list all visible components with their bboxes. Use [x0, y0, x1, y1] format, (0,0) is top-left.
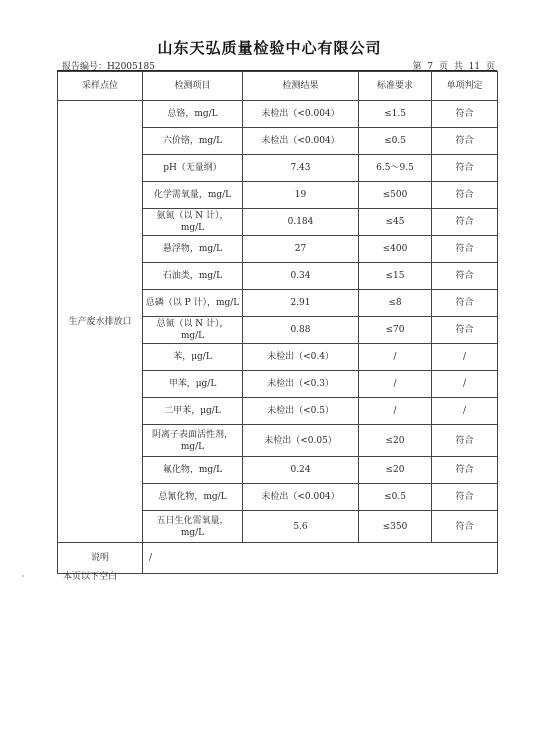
- blank-below-note: 本页以下空白: [63, 572, 118, 582]
- page-indicator: 第 7 页 共 11 页: [412, 62, 495, 72]
- standard-requirement: ≤0.5: [359, 484, 432, 511]
- test-result: 未检出（<0.004）: [243, 128, 359, 155]
- test-item: 二甲苯，μg/L: [143, 398, 243, 425]
- test-item: pH（无量纲）: [143, 155, 243, 182]
- test-item: 甲苯，μg/L: [143, 371, 243, 398]
- column-header: 采样点位: [58, 72, 143, 101]
- test-result: 未检出（<0.004）: [243, 484, 359, 511]
- test-item: 总铬，mg/L: [143, 101, 243, 128]
- column-header: 检测结果: [243, 72, 359, 101]
- test-item: 化学需氧量，mg/L: [143, 182, 243, 209]
- item-verdict: 符合: [432, 236, 498, 263]
- item-verdict: /: [432, 398, 498, 425]
- company-title: 山东天弘质量检验中心有限公司: [157, 39, 382, 57]
- column-header: 标准要求: [359, 72, 432, 101]
- item-verdict: /: [432, 371, 498, 398]
- test-result: 0.24: [243, 457, 359, 484]
- test-result: 未检出（<0.3）: [243, 371, 359, 398]
- test-results-table: [57, 71, 498, 574]
- standard-requirement: /: [359, 398, 432, 425]
- test-result: 27: [243, 236, 359, 263]
- item-verdict: 符合: [432, 182, 498, 209]
- item-verdict: 符合: [432, 155, 498, 182]
- test-result: 0.34: [243, 263, 359, 290]
- test-item: 五日生化需氧量，mg/L: [143, 511, 243, 543]
- standard-requirement: ≤8: [359, 290, 432, 317]
- note-label: 说明: [58, 543, 143, 574]
- item-verdict: 符合: [432, 511, 498, 543]
- standard-requirement: ≤70: [359, 317, 432, 344]
- standard-requirement: ≤20: [359, 457, 432, 484]
- test-result: 未检出（<0.5）: [243, 398, 359, 425]
- standard-requirement: /: [359, 371, 432, 398]
- standard-requirement: ≤15: [359, 263, 432, 290]
- item-verdict: 符合: [432, 263, 498, 290]
- test-item: 总氰化物，mg/L: [143, 484, 243, 511]
- test-result: 7.43: [243, 155, 359, 182]
- test-result: 19: [243, 182, 359, 209]
- test-result: 0.184: [243, 209, 359, 236]
- standard-requirement: 6.5～9.5: [359, 155, 432, 182]
- table-row: [58, 101, 498, 128]
- scan-speck: [22, 575, 24, 577]
- standard-requirement: ≤350: [359, 511, 432, 543]
- standard-requirement: ≤20: [359, 425, 432, 457]
- sampling-location: 生产废水排放口: [58, 101, 143, 543]
- test-item: 阴离子表面活性剂，mg/L: [143, 425, 243, 457]
- test-item: 氨氮（以 N 计），mg/L: [143, 209, 243, 236]
- item-verdict: 符合: [432, 317, 498, 344]
- item-verdict: 符合: [432, 425, 498, 457]
- item-verdict: 符合: [432, 457, 498, 484]
- note-row: [58, 543, 498, 574]
- test-result: 未检出（<0.05）: [243, 425, 359, 457]
- test-item: 总磷（以 P 计），mg/L: [143, 290, 243, 317]
- item-verdict: 符合: [432, 484, 498, 511]
- standard-requirement: ≤1.5: [359, 101, 432, 128]
- test-item: 悬浮物，mg/L: [143, 236, 243, 263]
- column-header: 单项判定: [432, 72, 498, 101]
- item-verdict: 符合: [432, 290, 498, 317]
- item-verdict: 符合: [432, 209, 498, 236]
- test-item: 苯，μg/L: [143, 344, 243, 371]
- item-verdict: 符合: [432, 128, 498, 155]
- standard-requirement: ≤500: [359, 182, 432, 209]
- note-value: /: [143, 543, 498, 574]
- table-header-row: [58, 72, 498, 101]
- standard-requirement: ≤0.5: [359, 128, 432, 155]
- standard-requirement: /: [359, 344, 432, 371]
- item-verdict: 符合: [432, 101, 498, 128]
- test-result: 5.6: [243, 511, 359, 543]
- report-number: 报告编号：H2005185: [62, 62, 155, 72]
- test-item: 总氮（以 N 计），mg/L: [143, 317, 243, 344]
- test-item: 六价铬，mg/L: [143, 128, 243, 155]
- test-result: 0.88: [243, 317, 359, 344]
- standard-requirement: ≤400: [359, 236, 432, 263]
- column-header: 检测项目: [143, 72, 243, 101]
- test-result: 2.91: [243, 290, 359, 317]
- test-item: 石油类，mg/L: [143, 263, 243, 290]
- test-item: 氟化物，mg/L: [143, 457, 243, 484]
- test-result: 未检出（<0.004）: [243, 101, 359, 128]
- standard-requirement: ≤45: [359, 209, 432, 236]
- item-verdict: /: [432, 344, 498, 371]
- test-result: 未检出（<0.4）: [243, 344, 359, 371]
